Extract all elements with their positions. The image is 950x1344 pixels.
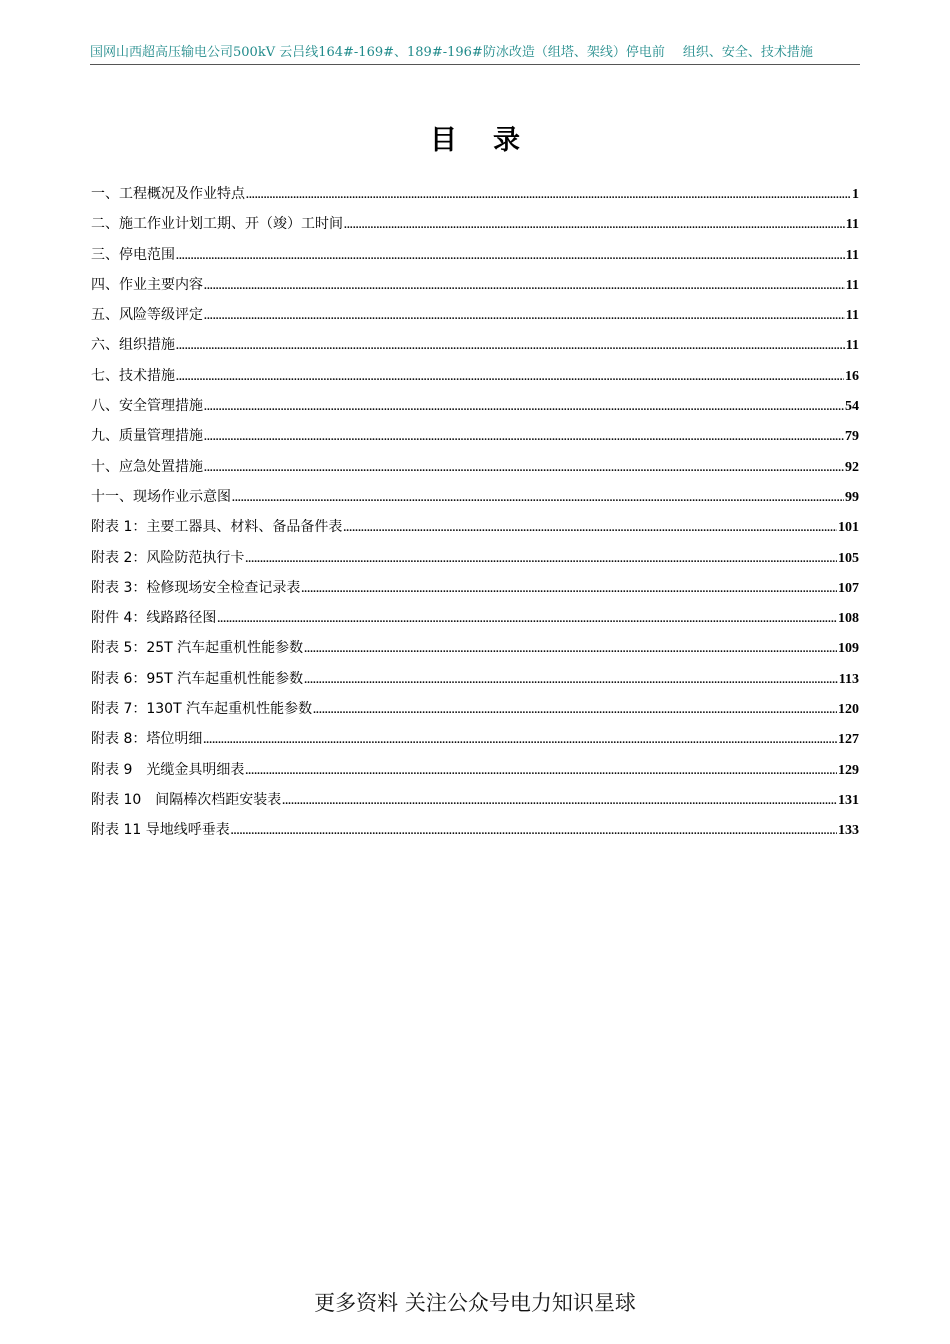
toc-leader-dots	[217, 608, 837, 630]
toc-entry-label: 六、组织措施	[91, 337, 175, 354]
toc-leader-dots	[203, 729, 837, 751]
toc-entry[interactable]	[91, 759, 859, 789]
toc-title-char-1: 目	[430, 125, 457, 156]
toc-entry[interactable]	[91, 365, 859, 395]
toc-entry-label: 附表 9 光缆金具明细表	[91, 761, 245, 778]
toc-entry-label: 十一、现场作业示意图	[91, 488, 231, 505]
toc-entry-label: 附表 7：130T 汽车起重机性能参数	[91, 701, 313, 718]
toc-entry[interactable]	[91, 395, 859, 425]
toc-entry[interactable]	[91, 425, 859, 455]
toc-entry-label: 一、工程概况及作业特点	[91, 186, 245, 202]
toc-entry-label: 十、应急处置措施	[91, 458, 203, 475]
toc-leader-dots	[313, 699, 837, 721]
toc-entry[interactable]	[91, 183, 859, 213]
toc-leader-dots	[204, 457, 844, 479]
toc-entry-page: 127	[838, 732, 859, 748]
toc-entry-label: 四、作业主要内容	[91, 276, 203, 293]
toc-entry[interactable]	[91, 244, 859, 274]
toc-leader-dots	[344, 214, 845, 236]
toc-entry[interactable]	[91, 789, 859, 819]
toc-entry-label: 附表 1：主要工器具、材料、备品备件表	[91, 519, 343, 536]
toc-entry-label: 二、施工作业计划工期、开（竣）工时间	[91, 216, 343, 233]
toc-entry[interactable]	[91, 547, 859, 577]
toc-entry-label: 五、风险等级评定	[91, 307, 203, 324]
toc-entry-page: 1	[852, 187, 859, 202]
toc-leader-dots	[204, 396, 844, 418]
toc-entry-page: 92	[845, 459, 859, 475]
toc-entry-label: 三、停电范围	[91, 246, 175, 263]
toc-entry[interactable]	[91, 486, 859, 516]
table-of-contents	[91, 183, 859, 850]
toc-entry-page: 11	[845, 247, 859, 263]
footer-watermark-note: 更多资料 关注公众号电力知识星球	[314, 1291, 636, 1315]
toc-entry-label: 八、安全管理措施	[91, 398, 203, 415]
toc-entry-page: 11	[845, 277, 859, 293]
toc-leader-dots	[246, 184, 851, 206]
toc-leader-dots	[204, 305, 845, 327]
toc-title-char-2: 录	[493, 125, 520, 156]
toc-leader-dots	[176, 366, 844, 388]
toc-entry-label: 附表 6：95T 汽车起重机性能参数	[91, 670, 304, 687]
toc-entry-label: 附表 5：25T 汽车起重机性能参数	[91, 640, 304, 657]
toc-entry-page: 107	[838, 580, 859, 596]
toc-entry-page: 120	[838, 702, 859, 718]
toc-entry[interactable]	[91, 819, 859, 849]
toc-leader-dots	[232, 487, 844, 509]
toc-leader-dots	[304, 638, 837, 660]
toc-entry-label: 七、技术措施	[91, 367, 175, 384]
toc-entry-label: 附表 11 导地线呼垂表	[91, 822, 230, 839]
toc-entry[interactable]	[91, 274, 859, 304]
toc-entry-page: 101	[838, 520, 859, 536]
toc-leader-dots	[282, 790, 837, 812]
toc-leader-dots	[343, 517, 837, 539]
toc-leader-dots	[245, 548, 837, 570]
toc-entry-page: 133	[838, 823, 859, 839]
toc-entry-page: 11	[845, 308, 859, 324]
toc-entry[interactable]	[91, 516, 859, 546]
toc-entry-page: 11	[845, 338, 859, 354]
toc-entry[interactable]	[91, 668, 859, 698]
toc-entry-page: 129	[838, 762, 859, 778]
toc-entry-page: 16	[845, 368, 859, 384]
toc-entry-page: 11	[845, 217, 859, 233]
toc-title	[0, 118, 950, 157]
running-header	[90, 44, 860, 65]
toc-entry[interactable]	[91, 577, 859, 607]
toc-entry-label: 九、质量管理措施	[91, 428, 203, 445]
toc-leader-dots	[204, 275, 845, 297]
toc-entry-page: 108	[838, 611, 859, 627]
toc-entry-page: 131	[838, 792, 859, 808]
toc-entry[interactable]	[91, 304, 859, 334]
toc-entry[interactable]	[91, 334, 859, 364]
toc-entry-label: 附表 10 间隔棒次档距安装表	[91, 791, 282, 808]
toc-entry-label: 附表 2：风险防范执行卡	[91, 549, 245, 566]
toc-entry-page: 54	[845, 399, 859, 415]
toc-entry[interactable]	[91, 728, 859, 758]
toc-leader-dots	[304, 669, 838, 691]
toc-entry-page: 105	[838, 550, 859, 566]
toc-entry[interactable]	[91, 607, 859, 637]
toc-leader-dots	[301, 578, 837, 600]
toc-entry-label: 附表 3：检修现场安全检查记录表	[91, 579, 301, 596]
toc-leader-dots	[231, 820, 837, 842]
toc-entry[interactable]	[91, 637, 859, 667]
toc-entry-page: 109	[838, 641, 859, 657]
toc-leader-dots	[176, 245, 845, 267]
toc-entry[interactable]	[91, 698, 859, 728]
toc-entry-page: 79	[845, 429, 859, 445]
toc-entry-label: 附件 4：线路路径图	[91, 610, 217, 627]
toc-entry-page: 99	[845, 489, 859, 505]
toc-entry[interactable]	[91, 213, 859, 243]
toc-leader-dots	[245, 760, 837, 782]
header-project-title: 国网山西超高压输电公司500kV 云吕线164#-169#、189#-196#防冰改造（组塔、架线）停电前	[90, 45, 665, 60]
toc-entry-label: 附表 8：塔位明细	[91, 731, 203, 748]
toc-entry[interactable]	[91, 456, 859, 486]
toc-entry-page: 113	[838, 671, 859, 687]
toc-leader-dots	[204, 426, 844, 448]
header-section-title: 组织、安全、技术措施	[682, 45, 813, 60]
toc-leader-dots	[176, 335, 845, 357]
